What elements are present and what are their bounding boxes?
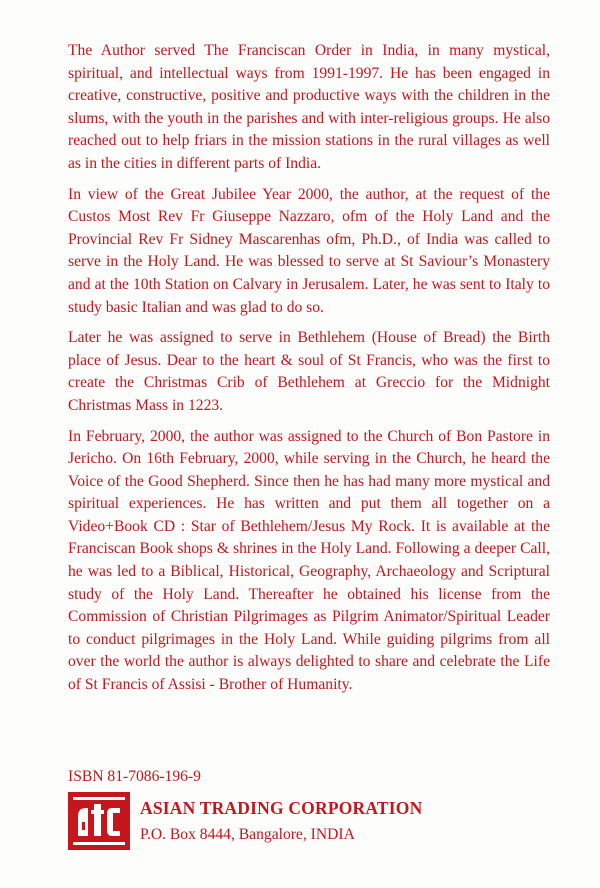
biography-paragraph-1: The Author served The Franciscan Order in India, in many mystical, spiritual, and intellectual ways from 1991-1997. He has been engaged in creative, constructive, positive and productive ways with the children in the slums, with the youth in the parishes and with inter-religious groups. He also reached out to help friars in the mission stations in the rural villages as well as in the cities in different parts of India.: [68, 42, 550, 172]
biography-paragraph-3: Later he was assigned to serve in Bethlehem (House of Bread) the Birth place of Jesus. Dear to the heart & soul of St Francis, who was the first to create the Christmas Crib of Bethlehem at Greccio for the Midnight Christmas Mass in 1223.: [68, 329, 550, 414]
biography-paragraph-2: In view of the Great Jubilee Year 2000, the author, at the request of the Custos Most Rev Fr Giuseppe Nazzaro, ofm of the Holy Land and the Provincial Rev Fr Sidney Mascarenhas ofm, Ph.D., of India was called to serve in the Holy Land. He was blessed to serve at St Saviour’s Monastery and at the 10th Station on Calvary in Jerusalem. Later, he was sent to Italy to study basic Italian and was glad to do so.: [68, 185, 550, 316]
isbn-number: ISBN 81-7086-196-9: [68, 768, 201, 785]
publisher-name: ASIAN TRADING CORPORATION: [140, 798, 423, 818]
publisher-block: [68, 792, 568, 852]
publisher-logo-icon: [68, 792, 130, 850]
publisher-address: P.O. Box 8444, Bangalore, INDIA: [140, 826, 355, 843]
biography-paragraph-4: In February, 2000, the author was assigned to the Church of Bon Pastore in Jericho. On 16th February, 2000, while serving in the Church, he heard the Voice of the Good Shepherd. Since then he has had many more mystical and spiritual experiences. He has written and put them all together on a Video+Book CD : Star of Bethlehem/Jesus My Rock. It is available at the Franciscan Book shops & shrines in the Holy Land. Following a deeper Call, he was led to a Biblical, Historical, Geography, Archaeology and Scriptural study of the Holy Land. Thereafter he obtained his license from the Commission of Christian Pilgrimages as Pilgrim Animator/Spiritual Leader to conduct pilgrimages in the Holy Land. While guiding pilgrims from all over the world the author is always delighted to share and celebrate the Life of St Francis of Assisi - Brother of Humanity.: [68, 427, 550, 694]
author-biography: [68, 40, 550, 705]
